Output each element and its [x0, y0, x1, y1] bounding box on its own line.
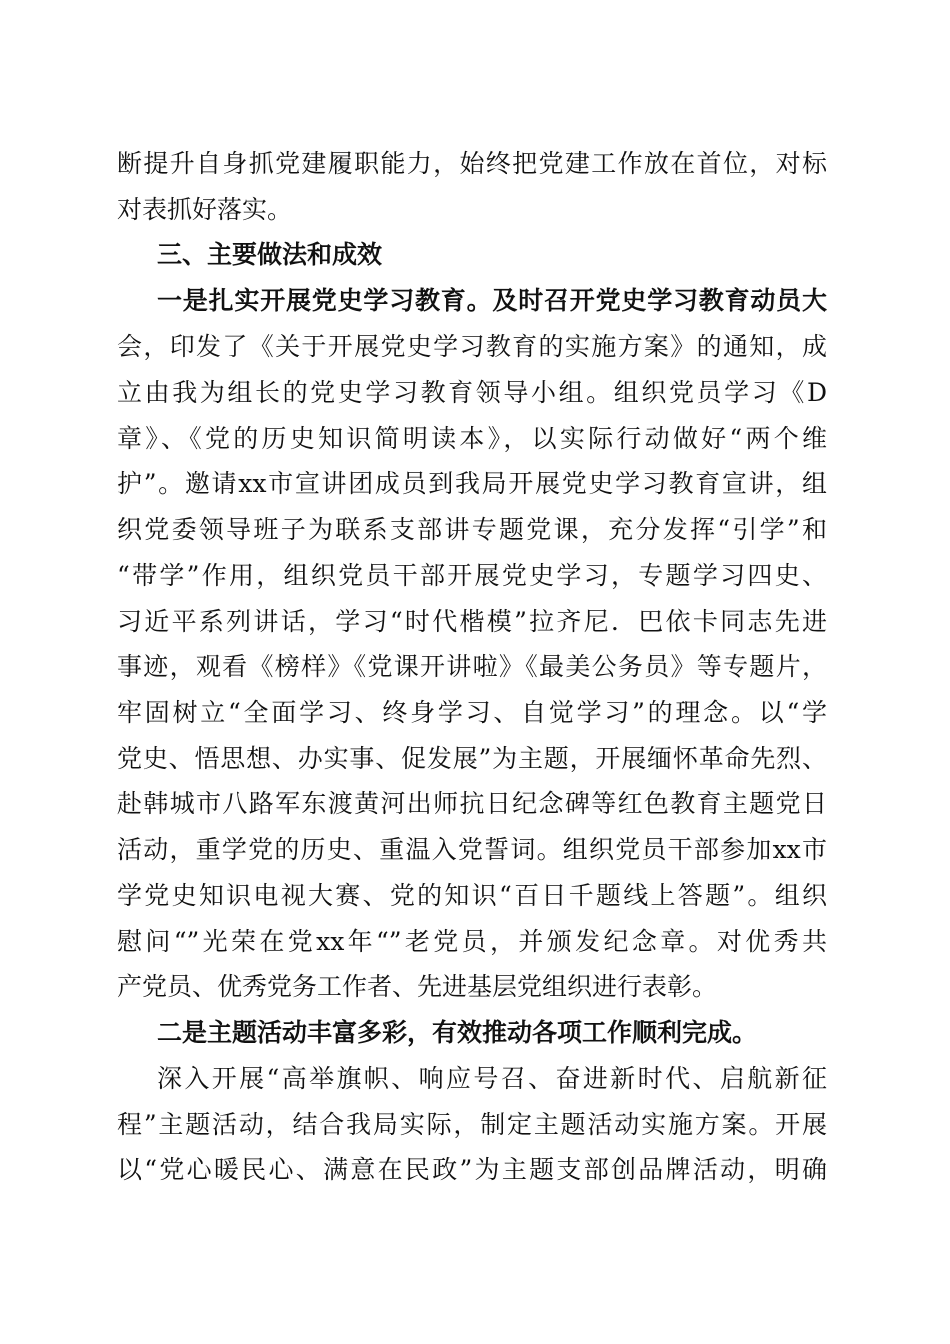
body-text-line: 立由我为组长的党史学习教育领导小组。组织党员学习《D [117, 378, 827, 407]
body-text-line: 活动，重学党的历史、重温入党誓词。组织党员干部参加xx市 [117, 835, 827, 864]
body-text-line: 学党史知识电视大赛、党的知识“百日千题线上答题”。组织 [117, 881, 827, 910]
paragraph-lead-line: 二是主题活动丰富多彩，有效推动各项工作顺利完成。 [157, 1018, 758, 1047]
body-text-line: 深入开展“高举旗帜、响应号召、奋进新时代、启航新征 [157, 1064, 827, 1093]
body-text-line: 以“党心暖民心、满意在民政”为主题支部创品牌活动，明确 [117, 1155, 827, 1184]
body-text-line: 章》、《党的历史知识简明读本》，以实际行动做好“两个维 [117, 424, 827, 453]
paragraph-lead-line: 一是扎实开展党史学习教育。及时召开党史学习教育动员大 [157, 286, 827, 315]
body-text-line: 牢固树立“全面学习、终身学习、自觉学习”的理念。以“学 [117, 698, 827, 727]
body-text-line: 党史、悟思想、办实事、促发展”为主题，开展缅怀革命先烈、 [117, 744, 827, 773]
body-text-line: 对表抓好落实。 [117, 195, 293, 224]
body-text-line: 产党员、优秀党务工作者、先进基层党组织进行表彰。 [117, 972, 718, 1001]
body-text-line: 事迹，观看《榜样》《党课开讲啦》《最美公务员》等专题片， [117, 652, 827, 681]
section-heading: 三、主要做法和成效 [157, 240, 383, 269]
body-text-line: 慰问“”光荣在党xx年“”老党员，并颁发纪念章。对优秀共 [117, 927, 827, 956]
body-text-line: 会，印发了《关于开展党史学习教育的实施方案》的通知，成 [117, 332, 827, 361]
body-text-line: 断提升自身抓党建履职能力，始终把党建工作放在首位，对标 [117, 149, 827, 178]
body-text-line: 护”。邀请xx市宣讲团成员到我局开展党史学习教育宣讲，组 [117, 469, 827, 498]
body-text-line: 习近平系列讲话，学习“时代楷模”拉齐尼．巴依卡同志先进 [117, 607, 827, 636]
body-text-line: “带学”作用，组织党员干部开展党史学习，专题学习四史、 [117, 561, 827, 590]
body-text-line: 赴韩城市八路军东渡黄河出师抗日纪念碑等红色教育主题党日 [117, 789, 827, 818]
body-text-line: 程”主题活动，结合我局实际，制定主题活动实施方案。开展 [117, 1110, 827, 1139]
body-text-line: 织党委领导班子为联系支部讲专题党课，充分发挥“引学”和 [117, 515, 827, 544]
